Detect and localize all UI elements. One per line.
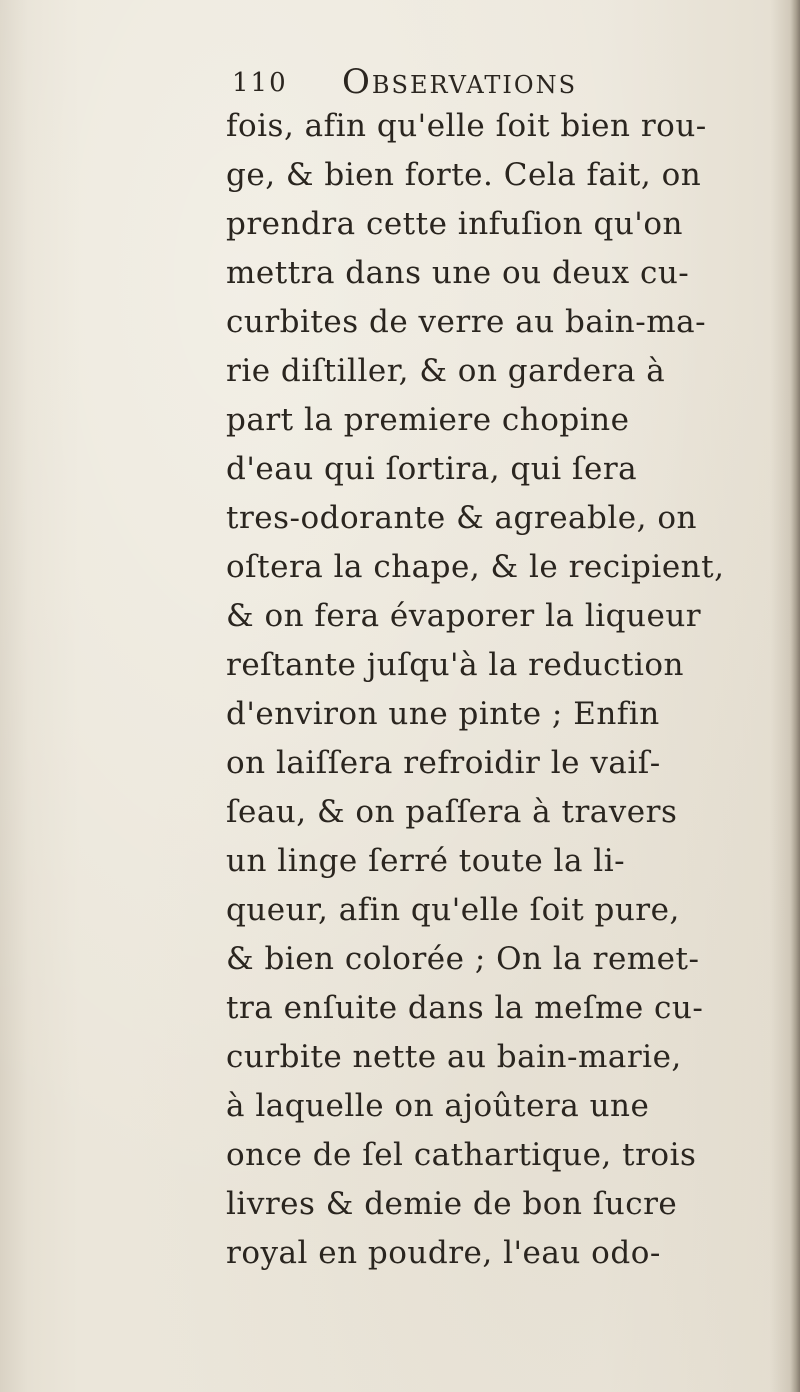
text-line: & bien colorée ; On la remet-: [226, 941, 700, 977]
text-line: mettra dans une ou deux cu-: [226, 255, 690, 291]
page-number: 110: [232, 68, 288, 98]
body-text: [226, 106, 786, 1296]
page-gutter-shadow: [790, 0, 800, 1392]
text-line: à laquelle on ajoûtera une: [226, 1088, 650, 1124]
text-line: d'environ une pinte ; Enfin: [226, 696, 660, 732]
text-line: prendra cette infuſion qu'on: [226, 206, 683, 242]
text-line: curbites de verre au bain-ma-: [226, 304, 707, 340]
text-line: & on fera évaporer la liqueur: [226, 598, 702, 634]
text-line: tres-odorante & agreable, on: [226, 500, 697, 536]
text-line: ſeau, & on paſſera à travers: [226, 794, 678, 830]
text-line: livres & demie de bon ſucre: [226, 1186, 678, 1222]
text-line: un linge ſerré toute la li-: [226, 843, 626, 879]
text-line: part la premiere chopine: [226, 402, 630, 438]
text-line: tra enſuite dans la meſme cu-: [226, 990, 704, 1026]
running-head: Observations: [342, 62, 578, 102]
text-line: rie diſtiller, & on gardera à: [226, 353, 666, 389]
text-line: royal en poudre, l'eau odo-: [226, 1235, 661, 1271]
text-line: fois, afin qu'elle ſoit bien rou-: [226, 108, 707, 144]
page-header: [232, 62, 672, 104]
text-line: once de ſel cathartique, trois: [226, 1137, 697, 1173]
text-line: on laiſſera refroidir le vaiſ-: [226, 745, 661, 781]
text-line: reſtante juſqu'à la reduction: [226, 647, 685, 683]
text-line: d'eau qui ſortira, qui ſera: [226, 451, 638, 487]
text-line: ge, & bien forte. Cela fait, on: [226, 157, 702, 193]
text-line: queur, afin qu'elle ſoit pure,: [226, 892, 680, 928]
text-line: oſtera la chape, & le recipient,: [226, 549, 725, 585]
text-line: curbite nette au bain-marie,: [226, 1039, 682, 1075]
